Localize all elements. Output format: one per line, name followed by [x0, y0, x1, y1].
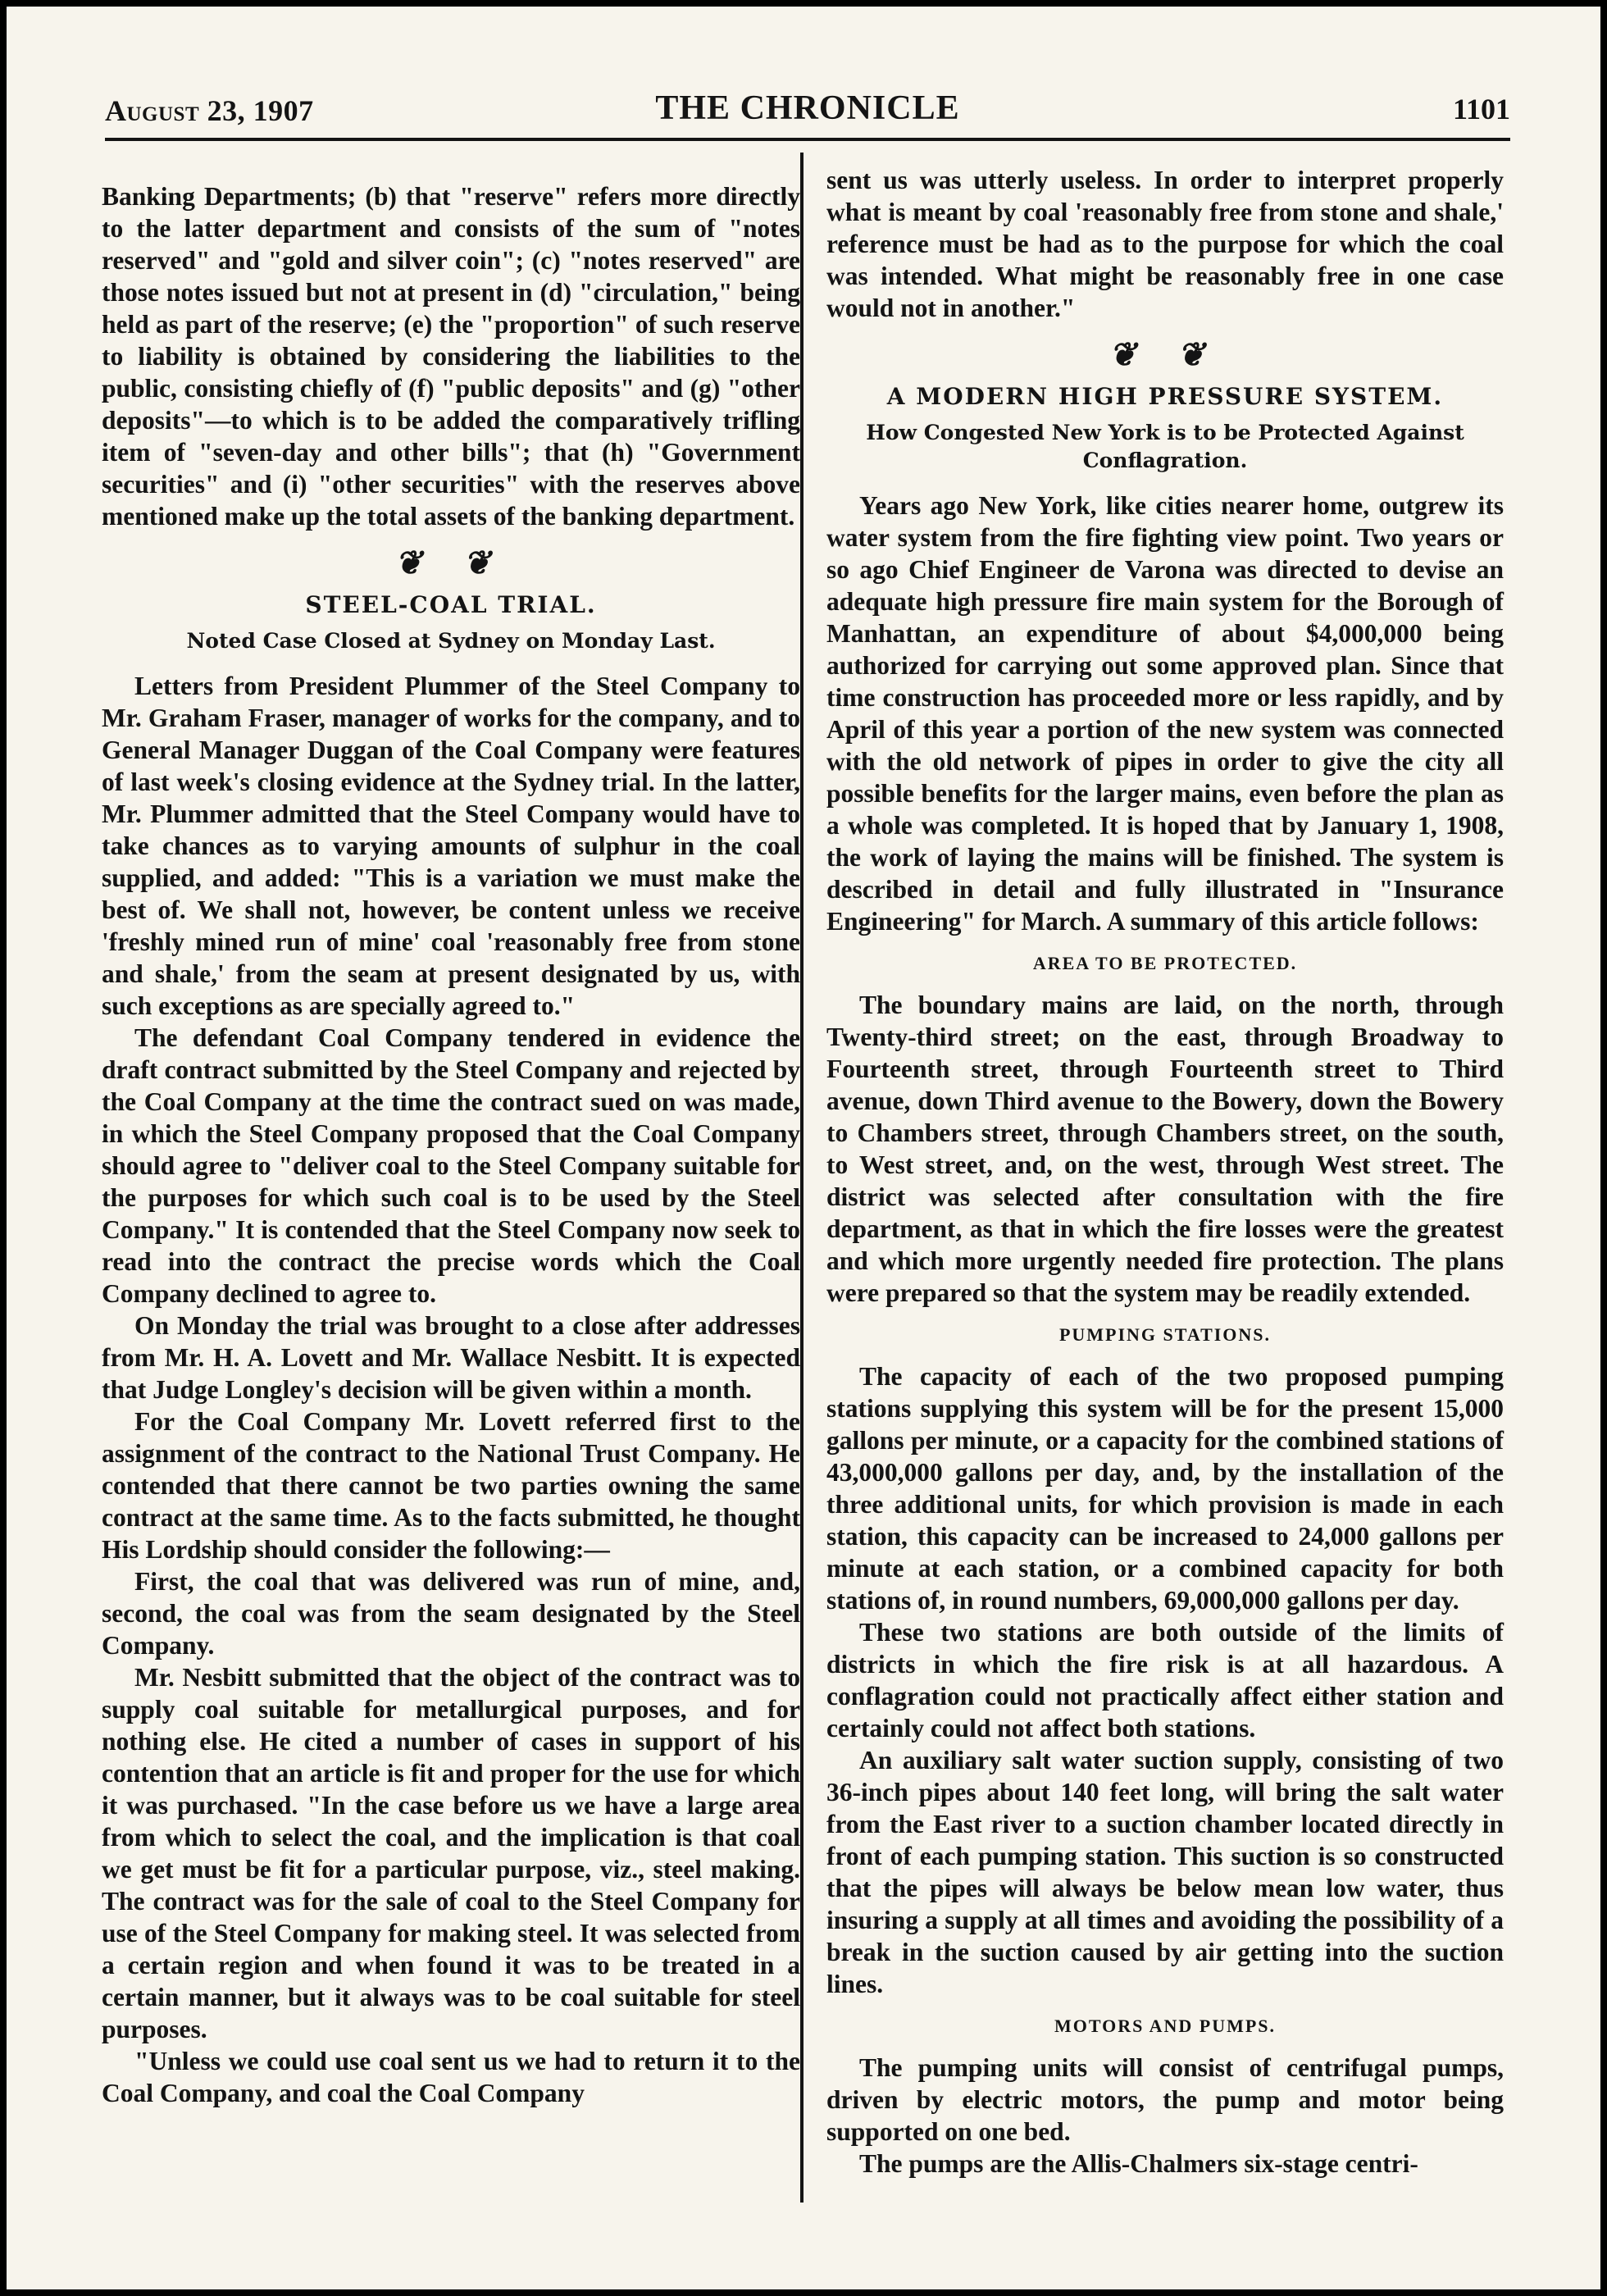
newspaper-page — [7, 7, 1600, 2289]
publication-title: THE CHRONICLE — [655, 89, 960, 127]
article-paragraph: Mr. Nesbitt submitted that the object of the contract was to supply coal suitable for metallurgical purposes, and for nothing else. He cited a number of cases in support of his contention that an article is fit and proper for the use for which it was purchased. "In the case before us we have a large area from which to select the coal, and the implication is that coal we get must be fit for a particular purpose, viz., steel making. The contract was for the sale of coal to the Steel Company for use of the Steel Company for making steel. It was selected from a certain region and when found it was to be treated in a certain manner, but it always was to be coal suitable for steel purposes. — [102, 1663, 800, 2043]
article-paragraph: On Monday the trial was brought to a close after addresses from Mr. H. A. Lovett and Mr. Wallace Nesbitt. It is expected that Judge Longley's decision will be given within a month. — [102, 1311, 800, 1404]
article-paragraph: These two stations are both outside of the limits of districts in which the fire risk is at all hazardous. A conflagration could not practically affect either station and certainly could not affect both stations. — [826, 1618, 1504, 1742]
article-subtitle-high-pressure: How Congested New York is to be Protected Against Conflagration. — [866, 421, 1464, 472]
page-header — [105, 89, 1510, 138]
section-heading: PUMPING STATIONS. — [1058, 1324, 1272, 1345]
article-paragraph: Years ago New York, like cities nearer home, outgrew its water system from the fire fighting view point. Two years or so ago Chief Engineer de Varona was directed to devise an adequate high pressure fire main system for the Borough of Manhattan, an expenditure of about $4,000,000 being authorized for carrying out some approved plan. Since that time construction has proceeded more or less rapidly, and by April of this year a portion of the new system was connected with the old network of pipes in order to give the city all possible benefits for the larger mains, even before the plan as a whole was completed. It is hoped that by January 1, 1908, the work of laying the mains will be finished. The system is described in detail and fully illustrated in "Insurance Engineering" for March. A summary of this article follows: — [826, 491, 1504, 936]
continued-paragraph: sent us was utterly useless. In order to interpret properly what is meant by coal 'reasonably free from stone and shale,' reference must be had as to the purpose for which the coal was intended. What might be reasonably free in one case would not in another." — [826, 166, 1504, 322]
article-paragraph: An auxiliary salt water suction supply, consisting of two 36-inch pipes about 140 feet long, will bring the salt water from the East river to a suction chamber located directly in front of each pumping station. This suction is so constructed that the pipes will always be below mean low water, thus insuring a supply at all times and avoiding the possibility of a break in the suction caused by air getting into the suction lines. — [826, 1746, 1504, 1998]
column-divider — [800, 153, 804, 2203]
article-paragraph: The pumping units will consist of centrifugal pumps, driven by electric motors, the pump and motor being supported on one bed. — [826, 2053, 1504, 2146]
article-paragraph: First, the coal that was delivered was run of mine, and, second, the coal was from the seam designated by the Steel Company. — [102, 1567, 800, 1660]
article-title-steel-coal: STEEL-COAL TRIAL. — [305, 591, 597, 618]
article-paragraph: The boundary mains are laid, on the north, through Twenty-third street; on the east, through Broadway to Fourteenth street, through Fourteenth street to Third avenue, down Third avenue to the Bowery, down the Bowery to Chambers street, through Chambers street, on the south, to West street, and, on the west, through West street. The district was selected after consultation with the fire department, as that in which the fire losses were the greatest and which more urgently needed fire protection. The plans were prepared so that the system may be readily extended. — [826, 991, 1504, 1307]
section-ornament: ❦ ❦ — [1109, 336, 1222, 373]
section-heading: AREA TO BE PROTECTED. — [1032, 953, 1298, 973]
continued-paragraph: Banking Departments; (b) that "reserve" refers more directly to the latter department and consists of the sum of "notes reserved" and "gold and silver coin"; (c) "notes reserved" are those notes issued but not at present in (d) "circulation," being held as part of the reserve; (e) the "proportion" of such reserve to liability is obtained by considering the liabilities to the public, consisting chiefly of (f) "public deposits" and (g) "other deposits"—to which is to be added the comparatively trifling item of "seven-day and other bills"; that (h) "Government securities" and (i) "other securities" with the reserves above mentioned make up the total assets of the banking department. — [102, 182, 800, 531]
left-column — [102, 180, 800, 2109]
right-column — [826, 164, 1504, 2180]
article-paragraph: Letters from President Plummer of the Steel Company to Mr. Graham Fraser, manager of works for the company, and to General Manager Duggan of the Coal Company were features of last week's closing evidence at the Sydney trial. In the latter, Mr. Plummer admitted that the Steel Company would have to take chances as to varying amounts of sulphur in the coal supplied, and added: "This is a variation we must make the best of. We shall not, however, be content unless we receive 'freshly mined run of mine' coal 'reasonably free from stone and shale,' from the seam at present designated by us, with such exceptions as are specially agreed to." — [102, 672, 800, 1020]
article-paragraph: The defendant Coal Company tendered in evidence the draft contract submitted by the Steel Company and rejected by the Coal Company at the time the contract sued on was made, in which the Steel Company proposed that the Coal Company should agree to "deliver coal to the Steel Company suitable for the purposes for which such coal is to be used by the Steel Company." It is contended that the Steel Company now seek to read into the contract the precise words which the Coal Company declined to agree to. — [102, 1023, 800, 1308]
header-rule — [105, 138, 1510, 141]
article-subtitle-steel-coal: Noted Case Closed at Sydney on Monday Last. — [186, 629, 716, 653]
article-paragraph: The capacity of each of the two proposed pumping stations supplying this system will be for the present 15,000 gallons per minute, or a capacity for the combined stations of 43,000,000 gallons per day, and, by the installation of the three additional units, for which provision is made in each station, this capacity can be increased to 24,000 gallons per minute at each station, or a combined capacity for both stations of, in round numbers, 69,000,000 gallons per day. — [826, 1362, 1504, 1615]
article-title-high-pressure: A MODERN HIGH PRESSURE SYSTEM. — [886, 383, 1444, 410]
issue-date: August 23, 1907 — [105, 94, 314, 127]
section-ornament: ❦ ❦ — [394, 544, 508, 581]
section-heading: MOTORS AND PUMPS. — [1054, 2016, 1277, 2036]
article-paragraph: "Unless we could use coal sent us we had to return it to the Coal Company, and coal the Coal Company — [102, 2047, 800, 2107]
page-number: 1101 — [1452, 93, 1510, 125]
article-paragraph: The pumps are the Allis-Chalmers six-stage centri- — [859, 2149, 1418, 2178]
article-paragraph: For the Coal Company Mr. Lovett referred first to the assignment of the contract to the National Trust Company. He contended that there cannot be two parties owning the same contract at the same time. As to the facts submitted, he thought His Lordship should consider the following:— — [102, 1407, 800, 1564]
